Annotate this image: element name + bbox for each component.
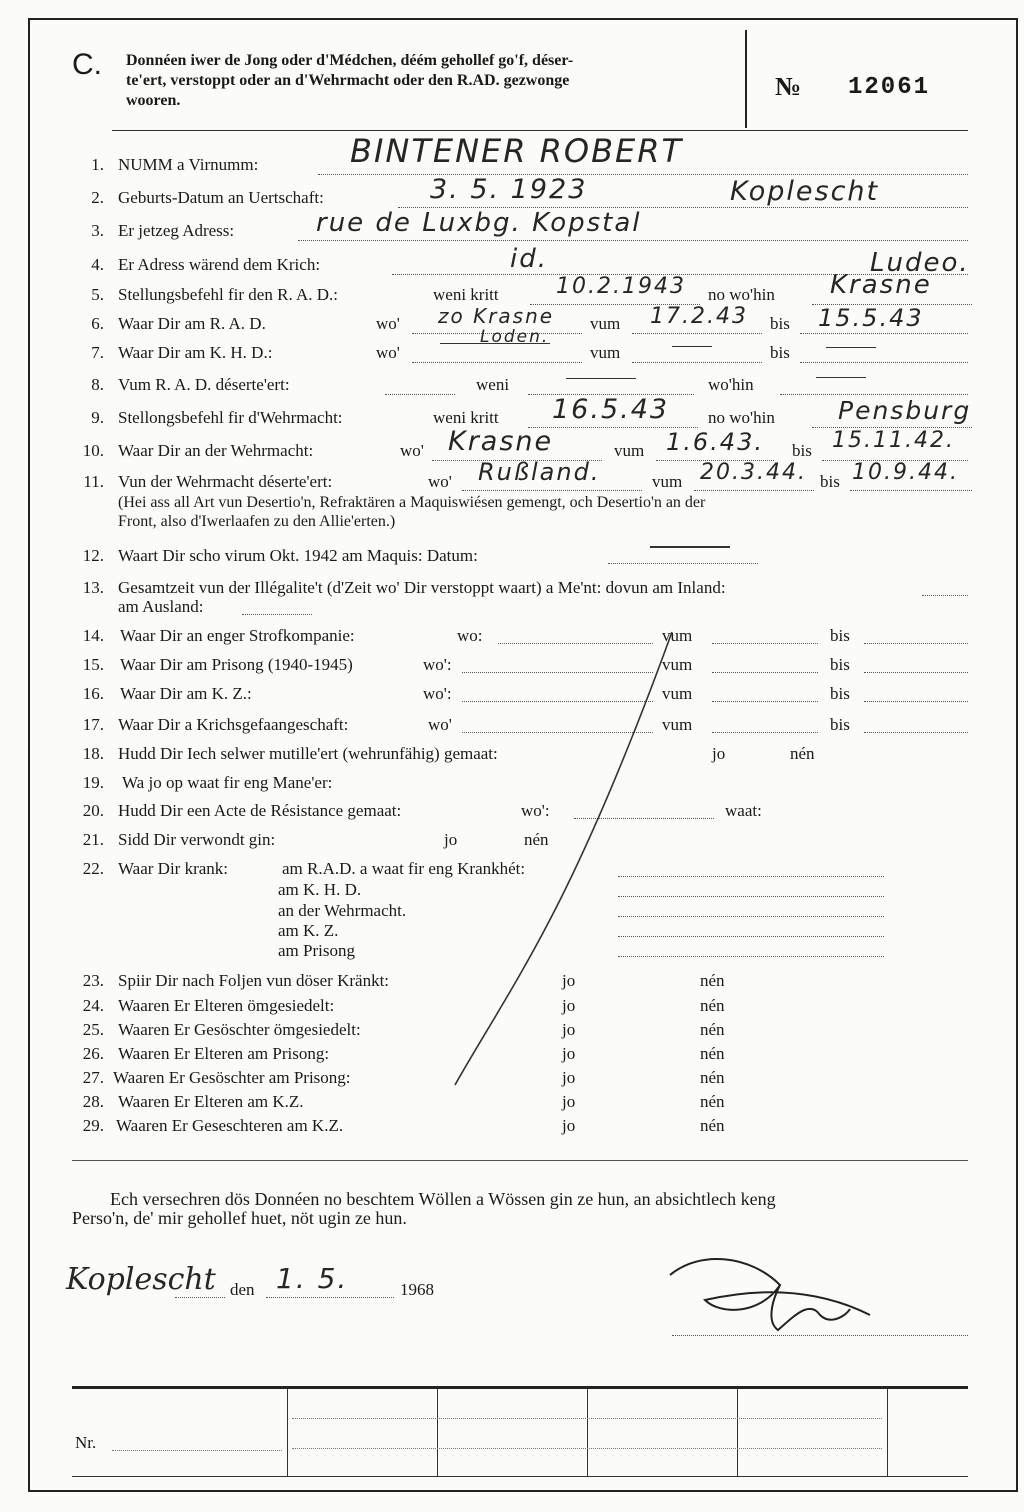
q3-number: 3. xyxy=(91,221,104,240)
q1-name-value: BINTENER ROBERT xyxy=(350,132,684,170)
q1-number: 1. xyxy=(91,155,104,174)
q21-jo: jo xyxy=(444,830,458,849)
q24-label: Waaren Er Elteren ömgesiedelt: xyxy=(118,996,335,1015)
q11-vum-value: 20.3.44. xyxy=(700,460,807,485)
q12-number: 12. xyxy=(82,546,104,565)
q23-jo: jo xyxy=(562,971,576,990)
q3-address-value: rue de Luxbg. Kopstal xyxy=(316,208,642,238)
q6-wo-label: wo' xyxy=(376,314,400,333)
q14-bis-label: bis xyxy=(830,626,850,645)
q29-nen: nén xyxy=(700,1116,725,1135)
q7-number: 7. xyxy=(91,343,104,362)
q11-label: Vun der Wehrmacht déserte'ert: xyxy=(118,472,333,491)
q27-nen: nén xyxy=(700,1068,725,1087)
intro-line-2: te'ert, verstoppt oder an d'Wehrmacht oder den R.AD. gezwonge xyxy=(126,72,570,89)
q17-wo-label: wo' xyxy=(428,715,452,734)
section-rule xyxy=(72,1160,968,1161)
footer-rule-bottom xyxy=(72,1476,968,1477)
q26-number: 26. xyxy=(82,1044,104,1063)
signing-date: 1. 5. xyxy=(276,1262,349,1295)
q25-number: 25. xyxy=(82,1020,104,1039)
q15-number: 15. xyxy=(82,655,104,674)
q4-note: Ludeo. xyxy=(870,248,970,278)
q24-nen: nén xyxy=(700,996,725,1015)
q17-bis-label: bis xyxy=(830,715,850,734)
q18-label: Hudd Dir Iech selwer mutille'ert (wehrunfähig) gemaat: xyxy=(118,744,498,763)
footer-col-3 xyxy=(587,1388,588,1476)
q24-jo: jo xyxy=(562,996,576,1015)
q21-nen: nén xyxy=(524,830,549,849)
q27-number: 27. xyxy=(82,1068,104,1087)
q16-vum-label: vum xyxy=(662,684,693,703)
q8-number: 8. xyxy=(91,375,104,394)
q5-weni-value: 10.2.1943 xyxy=(556,274,686,299)
q18-number: 18. xyxy=(82,744,104,763)
q10-vum-value: 1.6.43. xyxy=(666,428,764,456)
q13-ausland-label: am Ausland: xyxy=(118,597,204,616)
q26-label: Waaren Er Elteren am Prisong: xyxy=(118,1044,330,1063)
q2-date-value: 3. 5. 1923 xyxy=(430,174,588,205)
q2-label: Geburts-Datum an Uertschaft: xyxy=(118,188,324,207)
q22-sub-khd: am K. H. D. xyxy=(278,880,362,899)
section-letter: C. xyxy=(72,48,102,81)
q15-label: Waar Dir am Prisong (1940-1945) xyxy=(120,655,353,674)
q11-wo-value: Rußland. xyxy=(478,458,601,486)
q2-place-value: Koplescht xyxy=(730,176,880,207)
q22-sub-prisong: am Prisong xyxy=(278,941,355,960)
declaration-line-2: Perso'n, de' mir gehollef huet, nöt ugin ze hun. xyxy=(72,1208,407,1228)
q9-label: Stellongsbefehl fir d'Wehrmacht: xyxy=(118,408,343,427)
q10-bis-value: 15.11.42. xyxy=(832,428,955,453)
footer-col-4 xyxy=(737,1388,738,1476)
q14-number: 14. xyxy=(82,626,104,645)
q6-vum-value: 17.2.43 xyxy=(650,304,748,329)
q22-label: Waar Dir krank: xyxy=(118,859,229,878)
q6-bis-value: 15.5.43 xyxy=(818,304,924,332)
q10-vum-label: vum xyxy=(614,441,645,460)
q20-number: 20. xyxy=(82,801,104,820)
q7-wo-value: Loden. xyxy=(480,327,550,347)
q23-label: Spiir Dir nach Foljen vun döser Kränkt: xyxy=(118,971,390,990)
q28-number: 28. xyxy=(82,1092,104,1111)
q28-label: Waaren Er Elteren am K.Z. xyxy=(118,1092,304,1111)
q15-vum-label: vum xyxy=(662,655,693,674)
form-number: 12061 xyxy=(848,74,931,101)
q10-number: 10. xyxy=(82,441,104,460)
q6-bis-label: bis xyxy=(770,314,790,333)
q8-weni-label: weni xyxy=(476,375,510,394)
q18-jo: jo xyxy=(712,744,726,763)
q15-bis-label: bis xyxy=(830,655,850,674)
q29-jo: jo xyxy=(562,1116,576,1135)
q20-wo-label: wo': xyxy=(521,801,550,820)
q8-label: Vum R. A. D. déserte'ert: xyxy=(118,375,290,394)
q22-sub-rad: am R.A.D. a waat fir eng Krankhét: xyxy=(282,859,526,878)
q14-wo-label: wo: xyxy=(457,626,483,645)
footer-row-line-1 xyxy=(292,1418,882,1419)
q22-sub-wehrmacht: an der Wehrmacht. xyxy=(278,901,407,920)
q22-sub-kz: am K. Z. xyxy=(278,921,339,940)
q7-vum-label: vum xyxy=(590,343,621,362)
q11-note-line-1: (Hei ass all Art vun Desertio'n, Refraktären a Maquiswiésen gemengt, och Desertio'n an der xyxy=(118,494,706,511)
q11-bis-label: bis xyxy=(820,472,840,491)
q17-number: 17. xyxy=(82,715,104,734)
signing-date-line xyxy=(266,1297,394,1298)
q9-wohin-value: Pensburg xyxy=(838,396,972,425)
footer-col-5 xyxy=(887,1388,888,1476)
q9-weni-value: 16.5.43 xyxy=(552,394,670,425)
q20-waat-label: waat: xyxy=(725,801,762,820)
q29-label: Waaren Er Geseschteren am K.Z. xyxy=(116,1116,344,1135)
q6-number: 6. xyxy=(91,314,104,333)
q6-label: Waar Dir am R. A. D. xyxy=(118,314,266,333)
q13-number: 13. xyxy=(82,578,104,597)
q4-number: 4. xyxy=(91,255,104,274)
q14-label: Waar Dir an enger Strofkompanie: xyxy=(120,626,355,645)
q19-number: 19. xyxy=(82,773,104,792)
q16-wo-label: wo': xyxy=(423,684,452,703)
q10-label: Waar Dir an der Wehrmacht: xyxy=(118,441,314,460)
q5-wohin-value: Krasne xyxy=(830,270,932,300)
q16-label: Waar Dir am K. Z.: xyxy=(120,684,252,703)
q14-vum-label: vum xyxy=(662,626,693,645)
q28-jo: jo xyxy=(562,1092,576,1111)
q4-label: Er Adress wärend dem Krich: xyxy=(118,255,321,274)
q23-number: 23. xyxy=(82,971,104,990)
q11-note-line-2: Front, also d'Iwerlaafen zu den Allie'erten.) xyxy=(118,513,396,530)
footer-col-1 xyxy=(287,1388,288,1476)
q9-number: 9. xyxy=(91,408,104,427)
signing-year: 1968 xyxy=(400,1280,434,1299)
q10-bis-label: bis xyxy=(792,441,812,460)
intro-line-3: wooren. xyxy=(126,92,181,109)
q27-label: Waaren Er Gesöschter am Prisong: xyxy=(113,1068,351,1087)
q13-label: Gesamtzeit vun der Illégalite't (d'Zeit wo' Dir verstoppt waart) a Me'nt: dovun am Inland: xyxy=(118,578,726,597)
q21-number: 21. xyxy=(82,830,104,849)
q9-wohin-label: no wo'hin xyxy=(708,408,775,427)
q25-label: Waaren Er Gesöschter ömgesiedelt: xyxy=(118,1020,361,1039)
q18-nen: nén xyxy=(790,744,815,763)
q23-nen: nén xyxy=(700,971,725,990)
q22-number: 22. xyxy=(82,859,104,878)
q5-number: 5. xyxy=(91,285,104,304)
q17-label: Waar Dir a Krichsgefaangeschaft: xyxy=(118,715,349,734)
q7-wo-label: wo' xyxy=(376,343,400,362)
q10-wo-value: Krasne xyxy=(448,426,554,457)
q11-wo-label: wo' xyxy=(428,472,452,491)
q19-label: Wa jo op waat fir eng Mane'er: xyxy=(122,773,333,792)
q11-vum-label: vum xyxy=(652,472,683,491)
q2-number: 2. xyxy=(91,188,104,207)
q25-nen: nén xyxy=(700,1020,725,1039)
footer-rule-top xyxy=(72,1386,968,1389)
q5-label: Stellungsbefehl fir den R. A. D.: xyxy=(118,285,339,304)
q20-label: Hudd Dir een Acte de Résistance gemaat: xyxy=(118,801,402,820)
footer-col-2 xyxy=(437,1388,438,1476)
q7-bis-label: bis xyxy=(770,343,790,362)
q26-nen: nén xyxy=(700,1044,725,1063)
q6-wo-value: zo Krasne xyxy=(438,304,555,328)
q11-number: 11. xyxy=(83,472,104,491)
footer-nr-label: Nr. xyxy=(75,1433,97,1452)
q9-weni-label: weni kritt xyxy=(433,408,499,427)
q6-vum-label: vum xyxy=(590,314,621,333)
q15-wo-label: wo': xyxy=(423,655,452,674)
q7-label: Waar Dir am K. H. D.: xyxy=(118,343,273,362)
q10-wo-label: wo' xyxy=(400,441,424,460)
q4-address-value: id. xyxy=(510,244,548,274)
footer-row-line-2 xyxy=(292,1448,882,1449)
q12-label: Waart Dir scho virum Okt. 1942 am Maquis: Datum: xyxy=(118,546,478,565)
q25-jo: jo xyxy=(562,1020,576,1039)
footer-nr-line xyxy=(112,1450,282,1451)
declaration-line-1: Ech versechren dös Donnéen no beschtem Wöllen a Wössen gin ze hun, an absichtlech keng xyxy=(110,1189,776,1209)
cancel-stroke-path xyxy=(455,632,672,1085)
q27-jo: jo xyxy=(562,1068,576,1087)
intro-line-1: Donnéen iwer de Jong oder d'Médchen, déém gehollef go'f, déser- xyxy=(126,52,574,69)
number-symbol: № xyxy=(775,72,802,101)
q21-label: Sidd Dir verwondt gin: xyxy=(118,830,276,849)
q24-number: 24. xyxy=(82,996,104,1015)
q16-bis-label: bis xyxy=(830,684,850,703)
q5-wohin-label: no wo'hin xyxy=(708,285,775,304)
q11-bis-value: 10.9.44. xyxy=(852,460,959,485)
signing-den-label: den xyxy=(230,1280,255,1299)
q16-number: 16. xyxy=(82,684,104,703)
signing-place: Koplescht xyxy=(66,1262,216,1297)
q26-jo: jo xyxy=(562,1044,576,1063)
q3-label: Er jetzeg Adress: xyxy=(118,221,235,240)
q8-wohin-label: wo'hin xyxy=(708,375,754,394)
q29-number: 29. xyxy=(82,1116,104,1135)
q28-nen: nén xyxy=(700,1092,725,1111)
q5-weni-label: weni kritt xyxy=(433,285,499,304)
signing-place-line xyxy=(175,1297,225,1298)
q1-label: NUMM a Virnumm: xyxy=(118,155,259,174)
q17-vum-label: vum xyxy=(662,715,693,734)
